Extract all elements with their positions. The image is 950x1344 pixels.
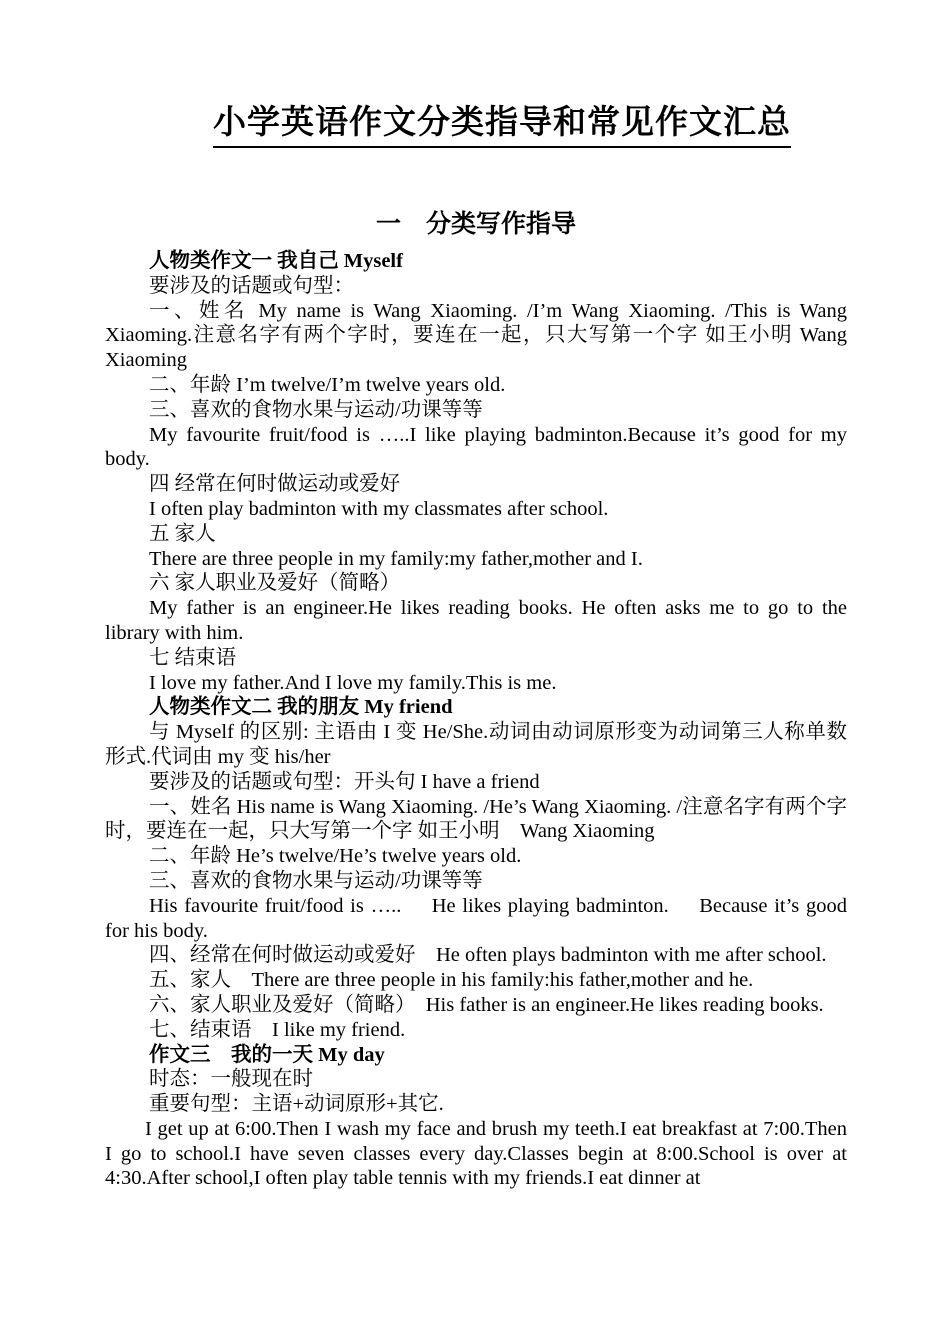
paragraph: 一、姓名 My name is Wang Xiaoming. /I’m Wang Xiaoming. /This is Wang Xiaoming.注意名字有两个字时，要连在一起，只大写第一个字 如王小明 Wang Xiaoming: [105, 299, 847, 372]
paragraph: 二、年龄 He’s twelve/He’s twelve years old.: [149, 845, 522, 868]
paragraph: 一、姓名 His name is Wang Xiaoming. /He’s Wang Xiaoming. /注意名字有两个字时，要连在一起，只大写第一个字 如王小明 Wang Xiaoming: [105, 795, 847, 843]
paragraph: 五、家人 There are three people in his family:his father,mother and he.: [149, 969, 754, 992]
paragraph: 要涉及的话题或句型：: [149, 274, 354, 297]
paragraph: I get up at 6:00.Then I wash my face and brush my teeth.I eat breakfast at 7:00.Then I go to school.I have seven classes every day.Classes begin at 8:00.School is over at 4:30.After school,I often play table tennis with my friends.I eat dinner at: [105, 1117, 847, 1190]
document-body: [105, 249, 847, 1191]
subsection-heading: 作文三 我的一天 My day: [149, 1043, 385, 1066]
paragraph: 四、经常在何时做运动或爱好 He often plays badminton with me after school.: [149, 944, 827, 967]
subsection-heading: 人物类作文二 我的朋友 My friend: [149, 696, 453, 719]
paragraph: 二、年龄 I’m twelve/I’m twelve years old.: [149, 373, 506, 396]
section-heading: 一 分类写作指导: [375, 209, 576, 238]
paragraph: My father is an engineer.He likes reading books. He often asks me to go to the library with him.: [105, 597, 847, 644]
paragraph: 时态：一般现在时: [149, 1068, 313, 1091]
paragraph: 三、喜欢的食物水果与运动/功课等等: [149, 869, 483, 892]
subsection-heading: 人物类作文一 我自己 Myself: [149, 250, 403, 272]
document-title: 小学英语作文分类指导和常见作文汇总: [213, 100, 791, 148]
paragraph: 与 Myself 的区别: 主语由 I 变 He/She.动词由动词原形变为动词第三人称单数形式.代词由 my 变 his/her: [105, 721, 847, 768]
paragraph: His favourite fruit/food is ….. He likes playing badminton. Because it’s good for his body.: [105, 894, 847, 942]
paragraph: 六 家人职业及爱好（简略）: [149, 572, 401, 595]
paragraph: My favourite fruit/food is …..I like playing badminton.Because it’s good for my body.: [105, 423, 847, 471]
paragraph: 五 家人: [149, 522, 216, 545]
paragraph: 七 结束语: [149, 646, 237, 669]
paragraph: 七、结束语 I like my friend.: [149, 1018, 406, 1041]
paragraph: 重要句型：主语+动词原形+其它.: [149, 1093, 444, 1116]
paragraph: 三、喜欢的食物水果与运动/功课等等: [149, 398, 483, 421]
paragraph: I often play badminton with my classmates after school.: [149, 497, 609, 520]
paragraph: 六、家人职业及爱好（简略） His father is an engineer.He likes reading books.: [149, 993, 824, 1016]
paragraph: 四 经常在何时做运动或爱好: [149, 473, 401, 496]
paragraph: I love my father.And I love my family.This is me.: [149, 671, 557, 694]
paragraph: 要涉及的话题或句型：开头句 I have a friend: [149, 770, 540, 793]
paragraph: There are three people in my family:my father,mother and I.: [149, 547, 643, 570]
